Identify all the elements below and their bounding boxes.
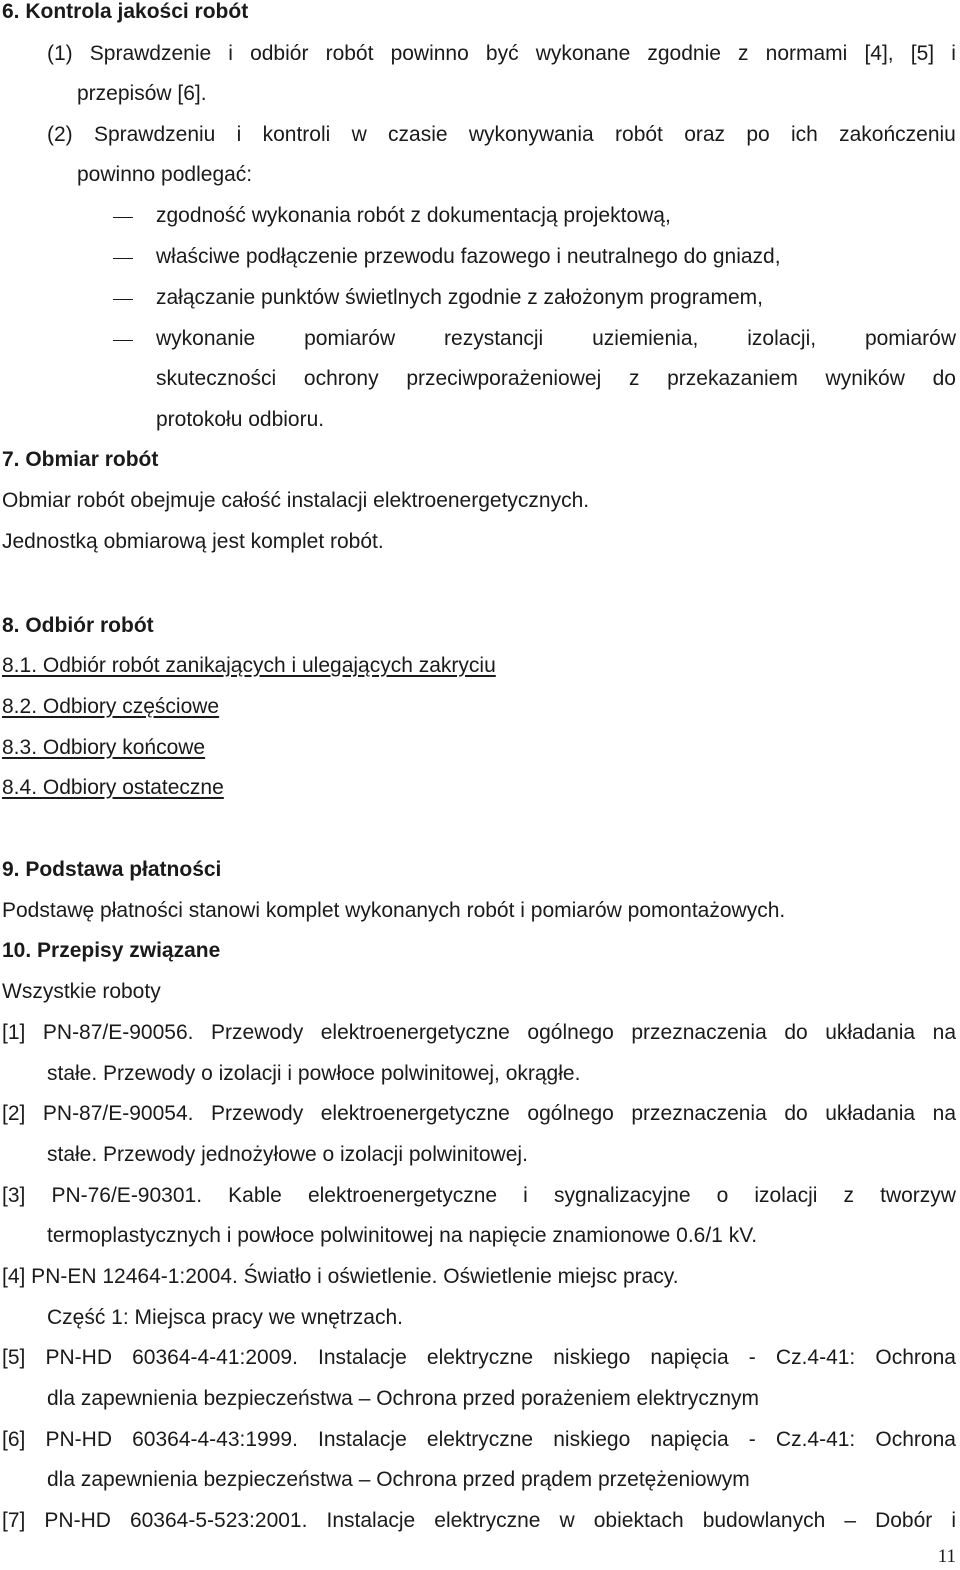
s10-intro: Wszystkie roboty (2, 980, 161, 1003)
word: uziemienia, (592, 327, 699, 350)
word: napięcia (650, 1346, 729, 1369)
word: skuteczności (156, 367, 277, 390)
word: z (628, 367, 640, 390)
word: wyników (825, 367, 905, 390)
word: zakończeniu (839, 123, 956, 146)
word: być (485, 42, 519, 65)
word: zgodnie (647, 42, 721, 65)
word: elektroenergetyczne (307, 1184, 498, 1207)
word: i (523, 1184, 528, 1207)
word: izolacji, (747, 327, 817, 350)
word: czasie (388, 123, 448, 146)
word: 60364-5-523:2001. (129, 1509, 308, 1532)
reference-6-line-2: dla zapewnienia bezpieczeństwa – Ochrona przed prądem przetężeniowym (47, 1468, 750, 1491)
word: Sprawdzenie (89, 42, 212, 65)
word: do (784, 1102, 808, 1125)
s9-line-1: Podstawę płatności stanowi komplet wykonanych robót i pomiarów pomontażowych. (2, 899, 786, 922)
word: odbiór (250, 42, 309, 65)
bullet-dash-icon (113, 340, 133, 341)
word: do (932, 367, 956, 390)
word: Ochrona (875, 1346, 956, 1369)
reference-5-line-1 (2, 1346, 956, 1370)
word: ich (790, 123, 818, 146)
word: oraz (684, 123, 726, 146)
word: (2) (47, 123, 73, 146)
reference-1-line-1 (2, 1021, 956, 1045)
link-8-4[interactable]: 8.4. Odbiory ostateczne (2, 776, 224, 799)
reference-3-line-2: termoplastycznych i powłoce polwinitowej na napięcie znamionowe 0.6/1 kV. (47, 1224, 758, 1247)
reference-4-line-1: [4] PN-EN 12464-1:2004. Światło i oświetlenie. Oświetlenie miejsc pracy. (2, 1265, 679, 1288)
word: wykonywania (468, 123, 594, 146)
word: PN-HD (44, 1509, 111, 1532)
word: (1) (47, 42, 73, 65)
s6-paragraph-2-line-1 (47, 123, 956, 147)
word: [5] (910, 42, 935, 65)
reference-6-line-1 (2, 1428, 956, 1452)
section-8-heading: 8. Odbiór robót (2, 614, 154, 637)
word: w (351, 123, 367, 146)
bullet-dash-icon (113, 258, 133, 259)
bullet-item: właściwe podłączenie przewodu fazowego i neutralnego do gniazd, (156, 245, 781, 268)
word: przeciwporażeniowej (406, 367, 602, 390)
word: napięcia (650, 1428, 729, 1451)
word: Przewody (211, 1102, 304, 1125)
word: układania (825, 1102, 916, 1125)
page-number: 11 (937, 1546, 956, 1567)
word: i (228, 42, 233, 65)
link-8-1[interactable]: 8.1. Odbiór robót zanikających i ulegających zakryciu (2, 654, 496, 677)
word: przeznaczenia (631, 1021, 767, 1044)
word: po (746, 123, 770, 146)
word: Kable (228, 1184, 282, 1207)
link-8-3[interactable]: 8.3. Odbiory końcowe (2, 736, 206, 759)
section-6-heading: 6. Kontrola jakości robót (2, 0, 249, 23)
reference-2-line-2: stałe. Przewody jednożyłowe o izolacji polwinitowej. (47, 1143, 528, 1166)
bullet-item-line-2 (156, 367, 956, 391)
word: i (236, 123, 242, 146)
word: [4], (864, 42, 894, 65)
word: Instalacje (318, 1428, 407, 1451)
word: przekazaniem (667, 367, 798, 390)
s6-paragraph-2-line-2: powinno podlegać: (77, 163, 253, 186)
section-10-heading: 10. Przepisy związane (2, 939, 221, 962)
word: w (559, 1509, 575, 1532)
word: budowlanych (702, 1509, 826, 1532)
reference-3-line-1 (2, 1184, 956, 1208)
word: elektroenergetyczne (320, 1021, 510, 1044)
word: [6] (2, 1428, 26, 1451)
word: niskiego (553, 1346, 631, 1369)
word: PN-87/E-90054. (42, 1102, 194, 1125)
reference-5-line-2: dla zapewnienia bezpieczeństwa – Ochrona przed porażeniem elektrycznym (47, 1387, 760, 1410)
word: ogólnego (527, 1021, 614, 1044)
word: pomiarów (864, 327, 956, 350)
word: Dobór (875, 1509, 933, 1532)
word: Cz.4-41: (775, 1346, 856, 1369)
word: o (716, 1184, 729, 1207)
word: [1] (2, 1021, 26, 1044)
word: na (932, 1102, 956, 1125)
word: Cz.4-41: (775, 1428, 856, 1451)
reference-1-line-2: stałe. Przewody o izolacji i powłoce polwinitowej, okrągłe. (47, 1062, 581, 1085)
s6-paragraph-1-line-2: przepisów [6]. (77, 82, 207, 105)
word: niskiego (553, 1428, 631, 1451)
section-7-heading: 7. Obmiar robót (2, 448, 159, 471)
word: [5] (2, 1346, 26, 1369)
word: powinno (390, 42, 469, 65)
word: PN-87/E-90056. (42, 1021, 194, 1044)
word: izolacji (754, 1184, 818, 1207)
word: elektryczne (426, 1428, 534, 1451)
word: ogólnego (527, 1102, 614, 1125)
s7-line-2: Jednostką obmiarową jest komplet robót. (2, 530, 384, 553)
word: PN-HD (45, 1428, 112, 1451)
word: Przewody (211, 1021, 304, 1044)
word: 60364-4-41:2009. (132, 1346, 298, 1369)
word: przeznaczenia (631, 1102, 767, 1125)
word: z (843, 1184, 855, 1207)
word: elektroenergetyczne (320, 1102, 510, 1125)
word: Instalacje (318, 1346, 407, 1369)
word: na (932, 1021, 956, 1044)
s7-line-1: Obmiar robót obejmuje całość instalacji elektroenergetycznych. (2, 489, 590, 512)
word: - (748, 1346, 756, 1369)
word: normami (765, 42, 848, 65)
word: do (784, 1021, 808, 1044)
word: PN-76/E-90301. (51, 1184, 203, 1207)
word: robót (325, 42, 374, 65)
section-9-heading: 9. Podstawa płatności (2, 858, 222, 881)
reference-2-line-1 (2, 1102, 956, 1126)
word: 60364-4-43:1999. (132, 1428, 298, 1451)
word: robót (615, 123, 663, 146)
s6-paragraph-1-line-1 (47, 42, 956, 66)
word: elektryczne (426, 1346, 534, 1369)
bullet-item-line-1 (156, 327, 956, 351)
word: wykonanie (156, 327, 256, 350)
word: Ochrona (875, 1428, 956, 1451)
bullet-item: zgodność wykonania robót z dokumentacją projektową, (156, 204, 671, 227)
word: Instalacje (326, 1509, 416, 1532)
link-8-2[interactable]: 8.2. Odbiory częściowe (2, 695, 220, 718)
word: sygnalizacyjne (553, 1184, 691, 1207)
reference-4-line-2: Część 1: Miejsca pracy we wnętrzach. (47, 1306, 403, 1329)
word: układania (825, 1021, 916, 1044)
reference-7-line-1 (2, 1509, 956, 1533)
word: obiektach (593, 1509, 684, 1532)
word: pomiarów (304, 327, 396, 350)
word: elektryczne (434, 1509, 541, 1532)
bullet-item: załączanie punktów świetlnych zgodnie z założonym programem, (156, 286, 763, 309)
word: kontroli (262, 123, 331, 146)
bullet-item-line-3: protokołu odbioru. (156, 408, 325, 431)
word: – (844, 1509, 857, 1532)
bullet-dash-icon (113, 217, 133, 218)
word: i (951, 1509, 956, 1532)
word: - (748, 1428, 756, 1451)
word: [7] (2, 1509, 26, 1532)
bullet-dash-icon (113, 299, 133, 300)
word: wykonane (535, 42, 631, 65)
word: tworzyw (880, 1184, 956, 1207)
word: i (951, 42, 956, 65)
word: [3] (2, 1184, 26, 1207)
word: PN-HD (45, 1346, 112, 1369)
word: Sprawdzeniu (93, 123, 216, 146)
word: rezystancji (444, 327, 544, 350)
word: [2] (2, 1102, 26, 1125)
word: z (738, 42, 749, 65)
word: ochrony (303, 367, 379, 390)
